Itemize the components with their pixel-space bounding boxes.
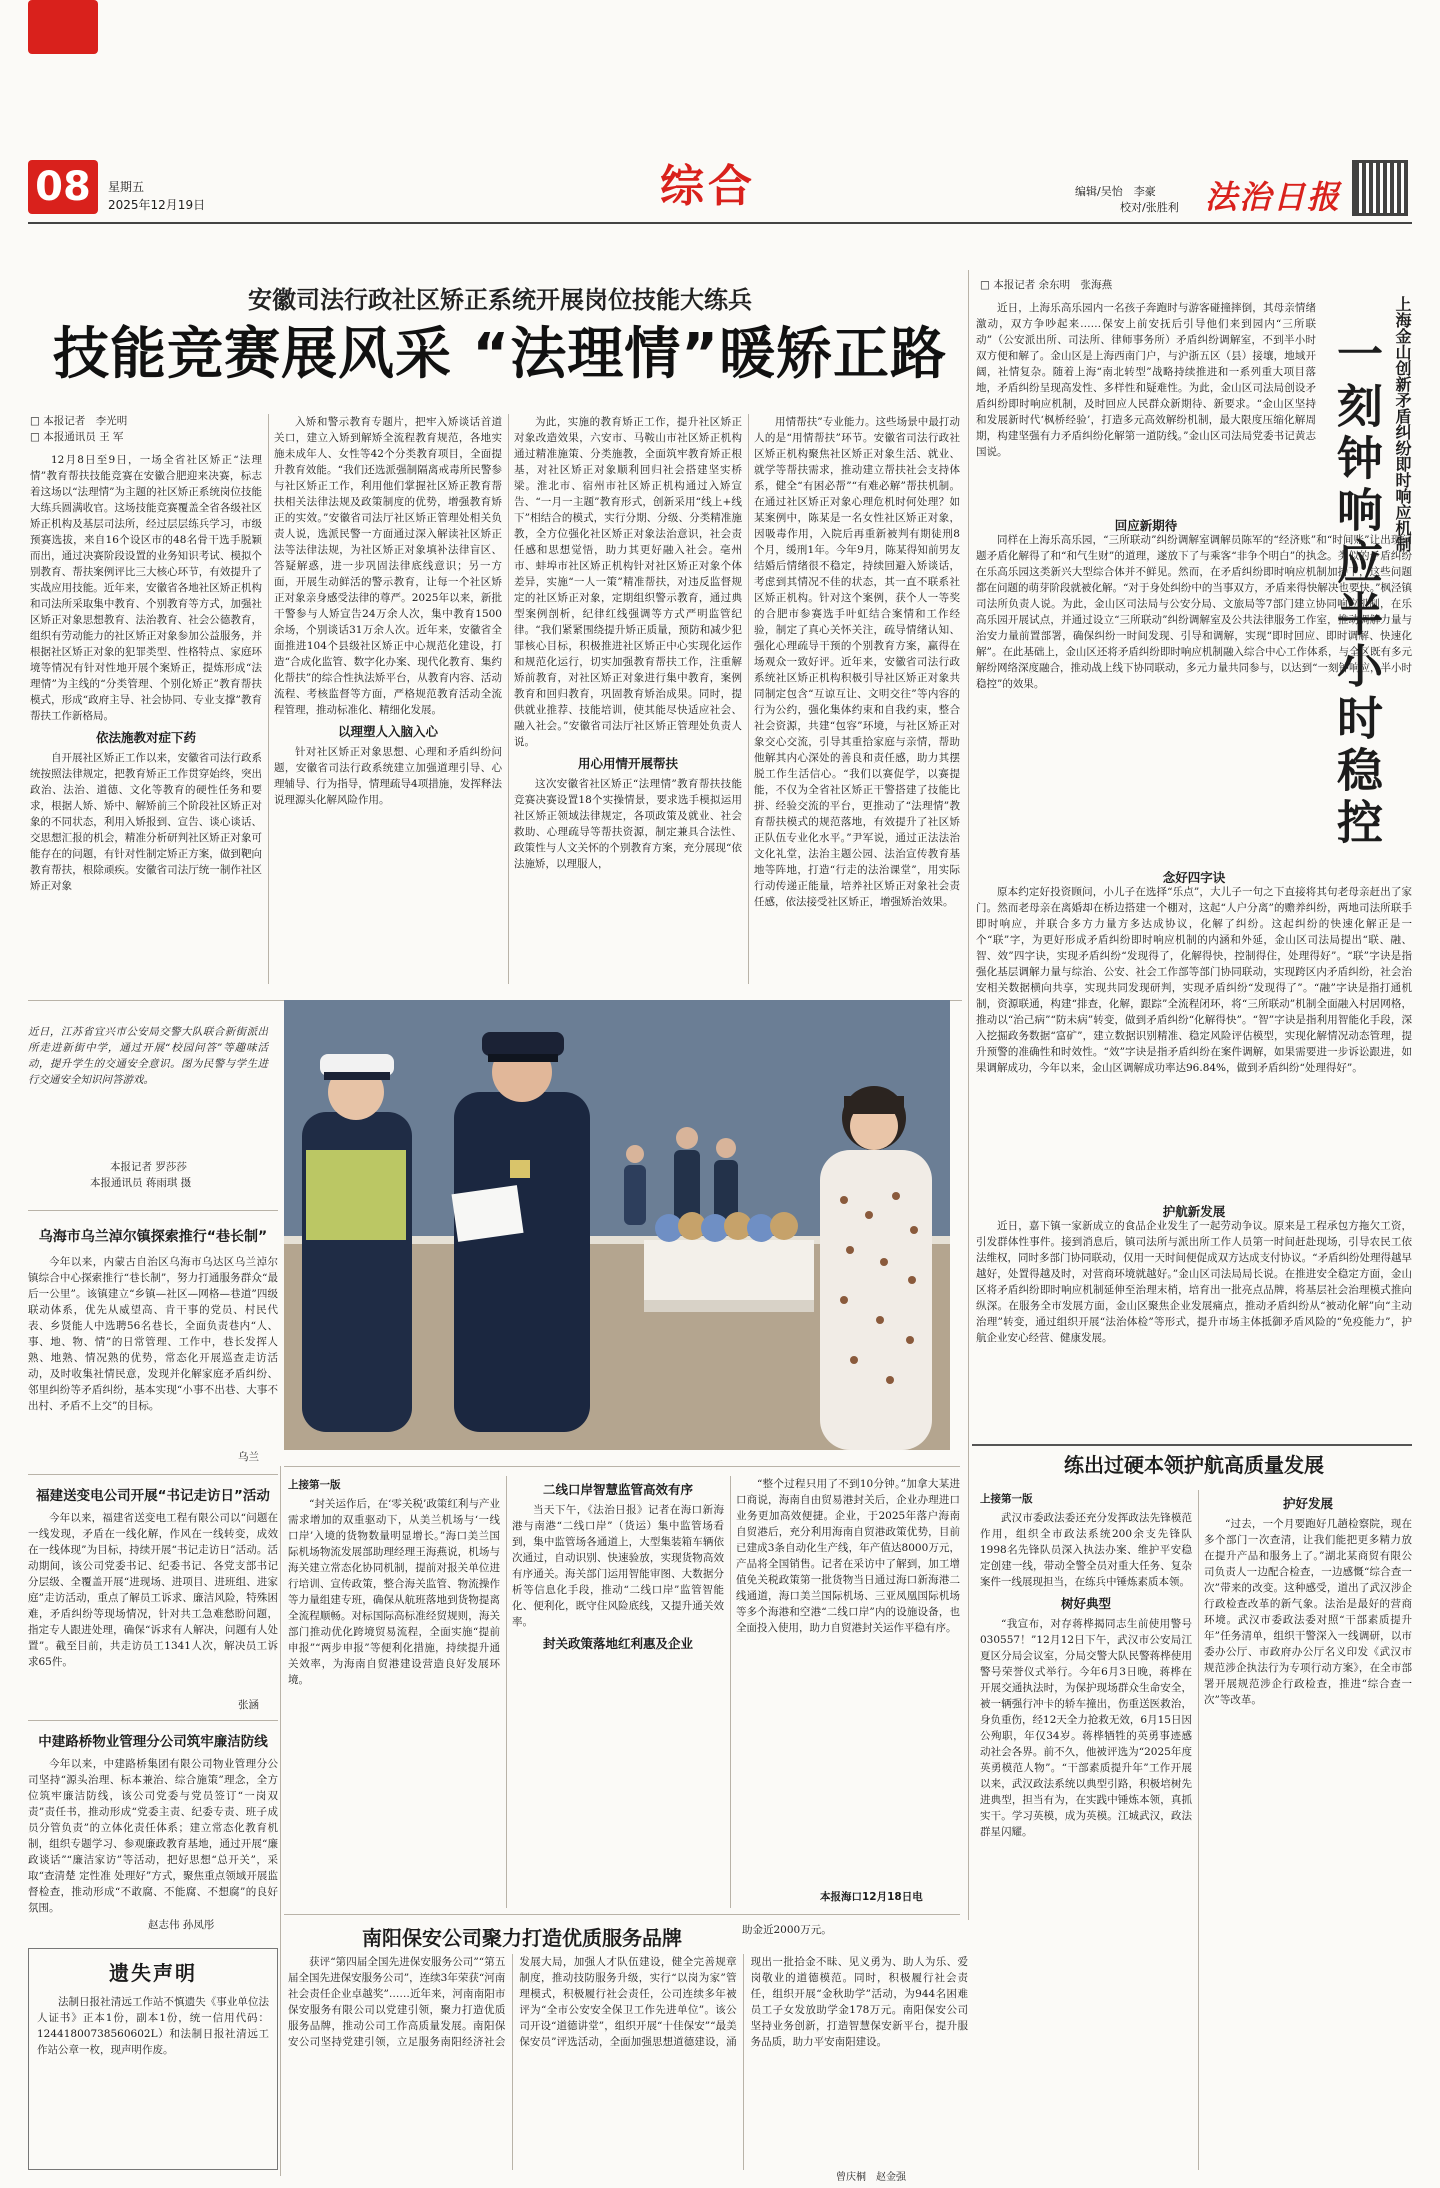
right-byline: □ 本报记者 余东明 张海燕	[980, 279, 1113, 291]
item2-author: 张涵	[238, 1699, 259, 1711]
proofreader: 校对/张胜利	[1120, 201, 1179, 214]
column-divider	[268, 414, 269, 984]
lead-subheading-1: 依法施教对症下药	[95, 730, 196, 745]
lead-paragraph: 这次安徽省社区矫正“法理情”教育帮扶技能竞赛决赛设置18个实操情景，要求选手模拟运用社区矫正领域法律规定，各项政策及就业、社会救助、心理疏导等帮扶资源，制定兼具合法性、政策性与人文关怀的个别教育方案，充分展现“依法施矫，以理服人，	[514, 778, 742, 870]
item2-body: 今年以来，福建省送变电工程有限公司以“问题在一线发现，矛盾在一线化解，作风在一线转变，成效在一线体现”为目标，持续开展“书记走访日”活动。活动期间，该公司党委书记、纪委书记、各党支部书记分层级、全覆盖开展“进现场、进项目、进班组、进家庭”走访活动，重点了解员工诉求、廉洁风险，特殊困难，矛盾纠纷等现场情况，针对共工急难愁盼问题，指定专人跟进处理，确保“诉求有人解决，问题有人处置”。截至目前，共走访员工1341人次，解决员工诉求65件。	[28, 1512, 278, 1668]
right-intro: 近日，上海乐高乐园内一名孩子奔跑时与游客碰撞摔倒，其母亲情绪激动，双方争吵起来……保安上前安抚后引导他们来到园内“三所联动”（公安派出所、司法所、律师事务所）矛盾纠纷调解室，不到半小时双方便和解了。金山区是上海西南门户，与沪浙五区（县）接壤，地域开阔，社情复杂。随着上海“南北转型”战略持续推进和一系列重大项目落地，矛盾纠纷呈现高发性、多样性和疑难性。为此，金山区司法局创设矛盾纠纷即时响应机制，及时回应人民群众新期待、新要求。“金山区坚持和发展新时代‘枫桥经验’，打造多元高效解纷机制，最大限度压缩化解周期，构建坚强有力矛盾纠纷化解第一道防线。”金山区司法局党委书记黄志国说。	[976, 302, 1316, 458]
right-section-3: 近日，嘉下镇一家新成立的食品企业发生了一起劳动争议。原来是工程承包方拖欠工资，引发群体性事件。接到消息后，镇司法所与派出所工作人员第一时间赶赴现场，引导农民工依法维权，同时多部门协同联动，仅用一天时间便促成双方达成支付协议。“矛盾纠纷处理得越早越好，处置得越及时，对营商环境就越好。”金山区司法局局长说。在推进安全稳定方面，金山区将矛盾纠纷即时响应机制延伸至治理末梢，培育出一批亮点品牌，将基层社会治理模式推向纵深。在服务全市发展方面，金山区聚焦企业发展痛点，推动矛盾纠纷从“被动化解”向“主动治理”转变，通过组织开展“法治体检”等形式，提升市场主体抵御矛盾风险的“免疫能力”，护航企业安心经营、健康发展。	[976, 1220, 1412, 1344]
wuhan-subheading-1: 树好典型	[1060, 1596, 1111, 1611]
item2-title: 福建送变电公司开展“书记走访日”活动	[36, 1488, 270, 1504]
photo-caption: 近日，江苏省宜兴市公安局交警大队联合新街派出所走进新街中学，通过开展“校园问答”等趣味活动，提升学生的交通安全意识。图为民警与学生进行交通安全知识问答游戏。	[28, 1026, 268, 1086]
lead-subheading-2: 以理塑人入脑入心	[337, 724, 438, 739]
qr-code	[1352, 160, 1408, 216]
lead-column-2	[274, 414, 502, 984]
hainan-dateline-end: 本报海口12月18日电	[820, 1891, 923, 1903]
right-subheading-3: 护航新发展	[1162, 1204, 1226, 1219]
masthead	[0, 0, 1440, 178]
masthead-rule	[28, 222, 1412, 224]
lead-title: 技能竞赛展风采 “法理情”暖矫正路	[52, 322, 948, 387]
wuhan-subheading-2: 护好发展	[1282, 1496, 1333, 1511]
column-divider	[730, 1476, 731, 1908]
news-photo	[284, 1000, 950, 1450]
item3-title: 中建路桥物业管理分公司筑牢廉洁防线	[38, 1734, 268, 1750]
page-number: 08	[28, 160, 98, 214]
nanyang-author: 曾庆桐 赵金强	[836, 2172, 906, 2183]
hainan-paragraph: “封关运作后，在‘零关税’政策红利与产业需求增加的双重驱动下，从美兰机场与‘一线口岸’入境的货物数量明显增长。”海口美兰国际机场物流发展部助理经理王海燕说，机场与海关建立常态化协同机制，提前对报关单位进行培训、宣传政策，整合海关监管、物流操作等力量组建专班，确保从航班落地到货物提离全流程顺畅。对标国际高标准经贸规则，海关部门推动优化跨境贸易流程，全面实施“提前申报”“两步申报”等便利化措施，持续提升通关效率，为海南自贸港建设营造良好发展环境。	[288, 1498, 500, 1686]
hainan-column-3	[736, 1476, 960, 1886]
hainan-paragraph: “整个过程只用了不到10分钟。”加拿大某进口商说，海南自由贸易港封关后，企业办理进口业务更加高效便捷。企业，于2025年落户海南自贸港后，充分利用海南自贸港政策优势，目前已建成3条自动化生产线，年产值达8000万元，产品将全国销售。记者在采访中了解到，加工增值免关税政策第一批货物当日通过海口新海港二线通道，海口美兰国际机场、三亚凤凰国际机场等多个海港和空港“二线口岸”内的设施设备，也全面投入使用，助力自贸港封关运作平稳有序。	[736, 1478, 960, 1634]
section-divider	[28, 1720, 278, 1721]
lead-byline-correspondent: □ 本报通讯员 王 军	[30, 431, 124, 443]
lead-paragraph: 入矫和警示教育专题片，把牢入矫谈话首道关口，建立入矫到解矫全流程教育规范，各地实施未成年人、女性等42个分类教育项目，全面提升教育效能。“我们还选派强制隔离戒毒所民警参与社区矫正工作，利用他们掌握社区矫正教育帮扶相关法律法规及政策制度的优势，增强教育矫正的实效。”安徽省司法厅社区矫正管理处相关负责人说，选派民警一方面通过深入解读社区矫正法等法律法规，为社区矫正对象填补法律盲区、答疑解惑，进一步巩固法律底线意识；另一方面，开展生动鲜活的警示教育，让每一个社区矫正对象亲身感受法律的尊严。2025年以来，新批干警参与人矫宣告24万余人次，集中教育1500余场，个别谈话31万余人次。近年来，安徽省全面推进104个县级社区矫正中心规范化建设，打造“合成化监管、数字化办案、现代化教育、集约化帮扶”的综合性执法矫平台，从教育内容、活动流程、考核监督等方面，严格规范教育活动全流程管理，推动标准化、精细化发展。	[274, 416, 502, 716]
item3-author: 赵志伟 孙凤彤	[148, 1919, 215, 1931]
wuhan-dateline: 上接第一版	[980, 1493, 1033, 1505]
nanyang-body	[288, 1954, 968, 2170]
nanyang-paragraph: 获评“第四届全国先进保安服务公司”“第五届全国先进保安服务公司”，连续3年荣获“河南社会责任企业卓越奖”……近年来，河南南阳市保安服务有限公司以党建引领，聚力打造优质服务品牌，推动公司工作高质量发展。南阳保安公司坚持党建引领，立足服务南阳经济社会发展大局，加强人才队伍建设，健全完善规章制度，推动技防服务升级，实行“以岗为家”管理模式，积极履行社会责任，公司连续多年被评为“全市公安安全保卫工作先进单位”。该公司开设“道德讲堂”，组织开展“十佳保安”“最美保安员”评选活动，全面加强思想道德建设，涌现出一批拾金不昧、见义勇为、助人为乐、爱岗敬业的道德模范。同时，积极履行社会责任，组织开展“金秋助学”活动，为944名困难员工子女发放助学金178万元。南阳保安公司坚持业务创新，打造智慧保安新平台，提升服务品质，助力平安南阳建设。	[288, 1956, 968, 2048]
wuhan-paragraph: “过去，一个月要跑好几趟检察院，现在多个部门一次查清，让我们能把更多精力放在提升产品和服务上了。”湖北某商贸有限公司负责人一边配合检查，一边感慨“综合查一次”带来的改变。这种感受，道出了武汉涉企行政检查改革的新气象。法治是最好的营商环境。武汉市委政法委对照“干部素质提升年”任务清单，组织干警深入一线调研，以市委办公厅、市政府办公厅名义印发《武汉市规范涉企执法行为专项行动方案》，在全市部署开展规范涉企行政检查，推进“综合查一次”等改革。	[1204, 1518, 1412, 1706]
photo-illustration	[284, 1000, 950, 1450]
lead-column-3	[514, 414, 742, 984]
item3-body: 今年以来，中建路桥集团有限公司物业管理分公司坚持“源头治理、标本兼治、综合施策”理念，全方位筑牢廉洁防线，该公司党委与党员签订“一岗双责”责任书，推动形成“党委主责、纪委专责、班子成员分管负责”的立体化责任体系；建立常态化教育机制，组织专题学习、参观廉政教育基地，通过开展“廉政谈话”“廉洁家访”等活动，把好思想“总开关”，采取“查清楚 定性准 处理好”方式，聚焦重点领域开展监督检查，推动形成“不敢腐、不能腐、不想腐”的良好氛围。	[28, 1758, 278, 1914]
hainan-column-2	[512, 1476, 724, 1908]
weekday: 星期五	[108, 180, 145, 194]
lost-notice-box	[28, 1948, 278, 2170]
photo-credit-correspondent: 本报通讯员 蒋雨琪 摄	[90, 1177, 192, 1189]
hainan-subheading-1: 二线口岸智慧监管高效有序	[542, 1482, 693, 1497]
editors: 编辑/吴怡 李豪	[1075, 185, 1156, 198]
photo-caption-box	[28, 1024, 268, 1152]
column-divider	[508, 414, 509, 984]
hainan-paragraph: 当天下午，《法治日报》记者在海口新海港与南港“二线口岸”（货运）集中监管场看到，集中监管场各通道上，大型集装箱车辆依次通过，自动识别、快速验放，实现货物高效有序通关。海关部门运用智能审图、大数据分析等信息化手段，推动“二线口岸”监管智能化、便利化，既守住风险底线，又提升通关效率。	[512, 1504, 724, 1628]
section-title: 综合	[660, 161, 756, 212]
lead-kicker: 安徽司法行政社区矫正系统开展岗位技能大练兵	[248, 286, 752, 314]
section-divider	[968, 270, 969, 1920]
page-number-badge	[28, 0, 98, 54]
lead-paragraph: 针对社区矫正对象思想、心理和矛盾纠纷问题，安徽省司法行政系统建立加强道理引导、心理辅导、行为指导，情理疏导4项措施，发挥释法说理源头化解风险作用。	[274, 746, 502, 806]
column-divider	[506, 1476, 507, 1908]
lost-notice-title: 遗失声明	[109, 1961, 197, 1985]
wuhan-column-2	[1204, 1490, 1412, 2170]
issue-date: 2025年12月19日	[108, 198, 206, 212]
hainan-subheading-2: 封关政策落地红利惠及企业	[542, 1636, 693, 1651]
section-divider	[972, 1444, 1412, 1446]
wuhan-paragraph: “我宣布，对存蒋桦揭同志生前使用警号030557！”12月12日下午，武汉市公安局江夏区分局会议室，分局交警大队民警蒋桦使用警号荣誉仪式举行。今年6月3日晚，蒋桦在开展交通执法时，为保护现场群众生命安全，被一辆强行冲卡的轿车撞出，伤重送医救治，身负重伤，经12天全力抢救无效，6月15日因公殉职，年仅34岁。蒋桦牺牲的英勇事迹感动社会各界。前不久，他被评选为“2025年度英勇模范人物”。“干部素质提升年”工作开展以来，武汉政法系统以典型引路，积极培树先进典型，担当有为，在实践中锤炼本领，真抓实干。学习英模，成为英模。江城武汉，政法群星闪耀。	[980, 1618, 1192, 1838]
lead-column-4	[754, 414, 960, 984]
lead-byline-reporter: □ 本报记者 李光明	[30, 415, 128, 427]
lead-subheading-3: 用心用情开展帮扶	[577, 756, 678, 771]
wuhan-column-1	[980, 1510, 1192, 2170]
nanyang-amount: 助金近2000万元。	[742, 1924, 832, 1936]
item1-body: 今年以来，内蒙古自治区乌海市乌达区乌兰淖尔镇综合中心探索推行“巷长制”，努力打通服务群众“最后一公里”。该镇建立“乡镇—社区—网格—巷道”四级联动体系，优先从威望高、肯干事的党员、村民代表、乡贤能人中选聘56名巷长，全面负责巷内“人、事、地、物、情”的日常管理、工作中，巷长发挥人熟、地熟、情况熟的优势，常态化开展巡查走访活动，及时收集社情民意，发现并化解家庭矛盾纠纷、邻里纠纷等矛盾纠纷，基本实现“小事不出巷、大事不出村、矛盾不上交”的目标。	[28, 1256, 278, 1412]
right-vertical-title: 一刻钟响应半小时稳控	[1330, 330, 1384, 850]
section-divider	[284, 1466, 960, 1467]
item1-title: 乌海市乌兰淖尔镇探索推行“巷长制”	[38, 1229, 268, 1245]
hainan-dateline: 上接第一版	[288, 1479, 341, 1491]
section-divider	[284, 1914, 960, 1915]
item1-author: 乌兰	[238, 1451, 259, 1463]
section-divider	[28, 1474, 278, 1475]
right-subheading-1: 回应新期待	[1114, 518, 1178, 533]
right-section-1: 同样在上海乐高乐园，“三所联动”纠纷调解室调解员陈军的“经济账”和“时间账”让出现问题矛盾化解得了和“和气生财”的道理，遂放下了与乘客“非争个明白”的执念。类似的矛盾纠纷在乐高乐园这类新兴大型综合体并不鲜见。然而，在矛盾纠纷即时响应机制加持下，这些问题都在问题的萌芽阶段就被化解。“对于身处纠纷中的当事双方，矛盾来得快解决也要快。”枫泾镇司法所负责人说。为此，金山区司法局与公安分局、文旅局等7部门建立协同响应机制，在乐高乐园开展试点，并通过设立“三所联动”纠纷调解室及公共法律服务工作室，推动调解力量与治安力量前置部署，确保纠纷一时间发现、引导和调解，实现“即时回应、即时调解、快速化解”。在此基础上，金山区还将矛盾纠纷即时响应机制融入综合中心工作体系，与全区既有多元解纷网络深度融合，推动战上线下协同联动，多元力量共同参与，以达到“一刻钟响应，半小时稳控”的效果。	[976, 534, 1412, 690]
lead-paragraph: 用情帮扶”专业能力。这些场景中最打动人的是“用情帮扶”环节。安徽省司法行政社区矫正机构聚焦社区矫正对象生活、就业、就学等帮扶需求，推动建立帮扶社会支持体系，健全“有困必帮”“有难必解”帮扶机制。在通过社区矫正对象心理危机时何处理？如某案例中，陈某是一名女性社区矫正对象，因吸毒作用，入院后再重新被判有期徒刑8个月，缓刑1年。今年9月，陈某得知前男友结婚后情绪很不稳定，持续回避入矫谈话，考虑到其情况不佳的状态，其一直不联系社区矫正机构。针对这个案例，获个人一等奖的合肥市参赛选手叶虹结合案情和工作经验，制定了真心关怀关注，疏导情绪认知、强化心理疏导干预的个别教育方案，赢得在场观众一致好评。近年来，安徽省司法行政系统社区矫正机构积极引导社区矫正对象共同制定包含“互谅互让、文明交往”等内容的行为公约，强化集体约束和自我约束，整合社会资源，共建“包容”环境，与社区矫正对象交心交流，引导其重拾家庭与亲情，帮助他解其内心深处的善良和责任感，助力其摆脱工作生活信心。“我们以赛促学，以赛提能，不仅为全省社区矫正干警搭建了技能比拼、经验交流的平台，更推动了“法理情”教育帮扶模式的规范落地，有效提升了社区矫正队伍专业化水平。”尹军说，通过正法法治文化礼堂，法治主题公园、法治宣传教育基地等阵地，打造“行走的法治课堂”，用实际行动传递正能量，培养社区矫正对象社会责任感，依法接受社区矫正，增强矫治效果。	[754, 416, 960, 908]
right-section-2: 原本约定好投资顾问，小儿子在选择“乐点”，大儿子一句之下直接将其句老母亲赶出了家门。然而老母亲在离婚却在桥边搭建一个棚对，这起“人户分离”的赡养纠纷，两地司法所联手即时响应，并联合多方力量方多达成协议，化解了纠纷。这起纠纷的快速化解正是一个“联”字，为更好形成矛盾纠纷即时响应机制的内涵和外延，金山区司法局提出“联、融、智、效”四字诀，实现矛盾纠纷“发现得了，化解得快，控制得住，处理得好”。“联”字诀是指强化基层调解力量与综治、公安、社会工作部等部门协同联动，实现跨区内矛盾纠纷，社会治安相关数据横向共享，实现共同发现研判，实现矛盾纠纷“发现得了”。“融”字诀是指打通机制，资源联通，构建“排查，化解，跟踪”全流程闭环，将“三所联动”机制全面融入村居网格，推动以“治己病”“防未病”转变，做到矛盾纠纷“化解得快”。“智”字诀是指利用智能化手段，深入挖掘政务数据“富矿”，建立数据识别精准、稳定风险评估模型，实现化解情况动态管理，提升预警的准确性和时效性。“效”字诀是指矛盾纠纷在案件调解，如果需要进一步诉讼跟进，如果调解成功，今年以来，金山区调解成功率达96.84%，做到矛盾纠纷“处理得好”。	[976, 886, 1412, 1074]
lost-notice-body: 法制日报社清远工作站不慎遗失《事业单位法人证书》正本1份，副本1份，统一信用代码：12441800738560602L）和法制日报社清远工作站公章一枚，现声明作废。	[37, 1996, 269, 2056]
right-vertical-kicker: 上海金山创新矛盾纠纷即时响应机制	[1393, 296, 1412, 552]
wuhan-paragraph: 武汉市委政法委还充分发挥政法先锋模范作用，组织全市政法系统200余支先锋队1998名先锋队员深入执法办案、维护平安稳定创建一线，带动全警全员对重大任务、复杂案件一线展现担当，在练兵中锤炼素质本领。	[980, 1512, 1192, 1588]
section-divider	[28, 1210, 278, 1211]
lead-column-1	[30, 452, 262, 992]
column-divider	[748, 414, 749, 984]
column-divider	[280, 1466, 281, 2176]
lead-paragraph: 为此，实施的教育矫正工作，提升社区矫正对象改造效果，六安市、马鞍山市社区矫正机构通过精准施策、分类施教，全面筑牢教育矫正根基，对社区矫正对象顺利回归社会搭建坚实桥梁。淮北市、宿州市社区矫正机构通过入矫宣告、“一月一主题”教育形式，创新采用“线上+线下”相结合的模式，实行分期、分级、分类精准施教，全方位强化社区矫正对象法治意识，社会责任感和思想觉悟，助力其更好融入社会。亳州市、蚌埠市社区矫正机构针对社区矫正对象个体差异，实施“一人一策”精准帮扶，对违反监督规定的社区矫正对象，定期组织警示教育，通过典型案例剖析，纪律红线强调等方式严明监管纪律。“我们紧紧围绕提升矫正质量，预防和减少犯罪核心目标，积极推进社区矫正中心实现化运作和规范化运行，切实加强教育帮扶工作，注重解矫前教育，对社区矫正对象进行集中教育，案例教育和回归教育，巩固教育矫治成果。同时，提供就业推荐、技能培训，使其能尽快适应社会、融入社会。”安徽省司法厅社区矫正管理处负责人说。	[514, 416, 742, 748]
right-subheading-2: 念好四字诀	[1162, 870, 1226, 885]
newspaper-logo: 法治日报	[1205, 178, 1342, 216]
photo-credit-reporter: 本报记者 罗莎莎	[110, 1161, 187, 1173]
lead-paragraph: 自开展社区矫正工作以来，安徽省司法行政系统按照法律规定，把教育矫正工作贯穿始终，突出政治、法治、道德、文化等教育的硬性任务和要求，根据人矫、矫中、解矫前三个阶段社区矫正对象的不同状态，利用入矫报到、宣告、谈心谈话、交思想汇报的机会，精准分析研判社区矫正对象可能存在的问题，有针对性制定矫正方案，做到靶向教育帮扶，根除顽疾。安徽省司法厅统一制作社区矫正对象	[30, 752, 262, 892]
hainan-column-1	[288, 1496, 500, 1908]
lead-paragraph: 12月8日至9日，一场全省社区矫正“法理情”教育帮扶技能竞赛在安徽合肥迎来决赛，标志着这场以“法理情”为主题的社区矫正系统岗位技能大练兵圆满收官。这场技能竞赛覆盖全省各级社区矫正机构及基层司法所，经过层层练兵学习，市级预赛选拔，来自16个设区市的48名骨干选手脱颖而出，通过决赛阶段设置的业务知识考试、模拟个别教育、帮扶案例评比三大核心环节，有效提升了实战应用技能。近年来，安徽省各地社区矫正机构和司法所采取集中教育、个别教育等方式，加强社区矫正对象思想教育、法治教育、社会公德教育，组织有劳动能力的社区矫正对象参加公益服务，并根据社区矫正对象的犯罪类型、性格特点、家庭环境等情况有针对性地开展个案矫正，提炼形成“法理情”为主线的“分类管理、个别化矫正”教育帮扶模式，形成“政府主导、社会协同、专业支撑”教育帮扶工作新格局。	[30, 454, 262, 722]
column-divider	[1198, 1490, 1199, 2170]
wuhan-title: 练出过硬本领护航高质量发展	[1064, 1453, 1324, 1477]
nanyang-title: 南阳保安公司聚力打造优质服务品牌	[362, 1926, 682, 1950]
